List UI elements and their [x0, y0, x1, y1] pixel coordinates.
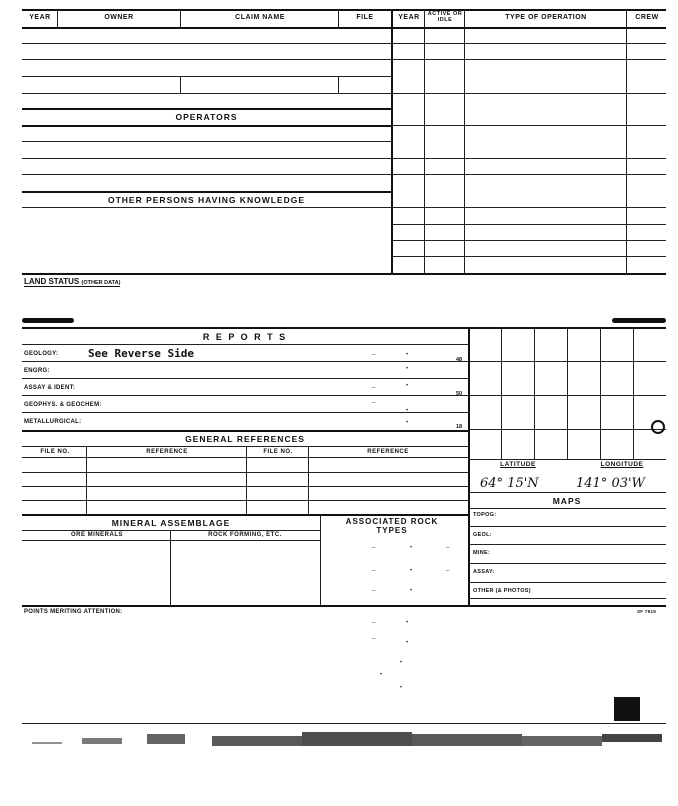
divider [170, 530, 171, 605]
header-claim-name: CLAIM NAME [235, 14, 285, 21]
center-divider [391, 9, 393, 273]
header-year-2: YEAR [398, 14, 420, 21]
row-line [391, 224, 666, 225]
metallurgical-label: METALLURGICAL: [24, 419, 82, 425]
divider [57, 9, 58, 27]
assay-label: ASSAY: [473, 569, 495, 575]
geol-label: GEOL: [473, 532, 492, 538]
grid-line [468, 429, 666, 430]
divider [308, 446, 309, 514]
smudge-mark [612, 318, 666, 323]
grid-line [501, 327, 502, 459]
ore-minerals-label: ORE MINERALS [70, 532, 123, 538]
row-line [22, 174, 391, 175]
divider [338, 76, 339, 93]
divider [180, 9, 181, 27]
operators-heading: OPERATORS [175, 112, 238, 122]
row-line [22, 191, 391, 193]
row-line [391, 93, 666, 94]
header-active-or-idle: ACTIVE OR IDLE [427, 11, 463, 23]
top-border [22, 9, 666, 11]
mineral-assemblage-heading: MINERAL ASSEMBLAGE [111, 518, 231, 528]
grid-line [468, 361, 666, 362]
grid-number: 18 [456, 424, 463, 430]
row-line [22, 486, 468, 487]
col-reference-2: REFERENCE [367, 449, 409, 455]
right-block-divider [468, 327, 470, 607]
row-line [22, 207, 391, 208]
registration-square [614, 697, 640, 721]
row-line [22, 395, 468, 396]
row-line [22, 430, 468, 432]
row-line [22, 108, 391, 110]
form-number: SF 7915 [637, 609, 657, 614]
row-line [22, 457, 468, 458]
row-line [22, 514, 468, 516]
maps-heading: MAPS [552, 496, 582, 506]
row-line [22, 540, 320, 541]
grid-line [633, 327, 634, 459]
row-line [391, 158, 666, 159]
engrg-label: ENGRG: [24, 368, 50, 374]
divider [320, 514, 321, 605]
row-line [468, 508, 666, 509]
bottom-line [22, 723, 666, 724]
header-file: FILE [356, 14, 374, 21]
row-line [391, 43, 666, 44]
divider [86, 446, 87, 514]
grid-number: 48 [456, 357, 463, 363]
assemblage-bottom-border [22, 605, 666, 607]
divider [626, 9, 627, 273]
reports-top-border [22, 327, 666, 329]
header-crew: CREW [635, 14, 659, 21]
col-file-no: FILE NO. [40, 449, 70, 455]
divider [424, 9, 425, 273]
row-line [22, 446, 468, 447]
col-file-no-2: FILE NO. [263, 449, 293, 455]
row-line [468, 492, 666, 493]
divider [180, 76, 181, 93]
row-line [391, 207, 666, 208]
geology-value: See Reverse Side [88, 347, 194, 360]
grid-number: 50 [456, 391, 463, 397]
divider [338, 9, 339, 27]
reports-heading: R E P O R T S [202, 332, 288, 342]
row-line [468, 526, 666, 527]
header-owner: OWNER [104, 14, 134, 21]
col-reference: REFERENCE [146, 449, 188, 455]
row-line [22, 141, 391, 142]
divider [246, 446, 247, 514]
other-photos-label: OTHER (& PHOTOS) [473, 588, 531, 594]
grid-line [567, 327, 568, 459]
row-line [391, 125, 666, 126]
row-line [22, 412, 468, 413]
grid-line [534, 327, 535, 459]
row-line [391, 240, 666, 241]
geology-label: GEOLOGY: [24, 351, 59, 357]
row-line [22, 361, 468, 362]
points-meriting-attention-label: POINTS MERITING ATTENTION: [24, 609, 123, 615]
divider [464, 9, 465, 273]
scan-noise-band [22, 726, 666, 752]
row-line [22, 125, 391, 127]
top-table-bottom [22, 273, 666, 275]
row-line [391, 59, 666, 60]
smudge-mark [22, 318, 74, 323]
assay-ident-label: ASSAY & IDENT: [24, 385, 76, 391]
row-line [22, 472, 468, 473]
header-bottom-border [22, 27, 666, 29]
land-status-heading: LAND STATUS (OTHER DATA) [24, 277, 121, 286]
geophys-geochem-label: GEOPHYS. & GEOCHEM: [24, 402, 102, 408]
general-references-heading: GENERAL REFERENCES [185, 434, 305, 444]
longitude-value: 141° 03'W [576, 476, 645, 491]
registration-circle-icon [651, 420, 665, 434]
grid-line [468, 459, 666, 460]
latitude-label: LATITUDE [500, 461, 536, 468]
row-line [22, 158, 391, 159]
row-line [22, 43, 391, 44]
latitude-value: 64° 15'N [480, 476, 539, 491]
grid-line [468, 395, 666, 396]
header-type-of-operation: TYPE OF OPERATION [505, 14, 587, 21]
associated-rock-types-heading: ASSOCIATED ROCK TYPES [345, 517, 439, 535]
row-line [391, 174, 666, 175]
longitude-label: LONGITUDE [600, 461, 644, 468]
other-persons-heading: OTHER PERSONS HAVING KNOWLEDGE [107, 195, 306, 205]
grid-line [600, 327, 601, 459]
row-line [391, 256, 666, 257]
topog-label: TOPOG: [473, 512, 497, 518]
row-line [22, 93, 391, 94]
row-line [22, 530, 320, 531]
row-line [22, 378, 468, 379]
header-year: YEAR [29, 14, 51, 21]
mine-label: MINE: [473, 550, 491, 556]
row-line [468, 582, 666, 583]
rock-forming-label: ROCK FORMING, ETC. [208, 532, 282, 538]
row-line [468, 563, 666, 564]
row-line [22, 76, 391, 77]
row-line [468, 598, 666, 599]
row-line [22, 344, 468, 345]
row-line [22, 59, 391, 60]
row-line [22, 500, 468, 501]
row-line [468, 544, 666, 545]
